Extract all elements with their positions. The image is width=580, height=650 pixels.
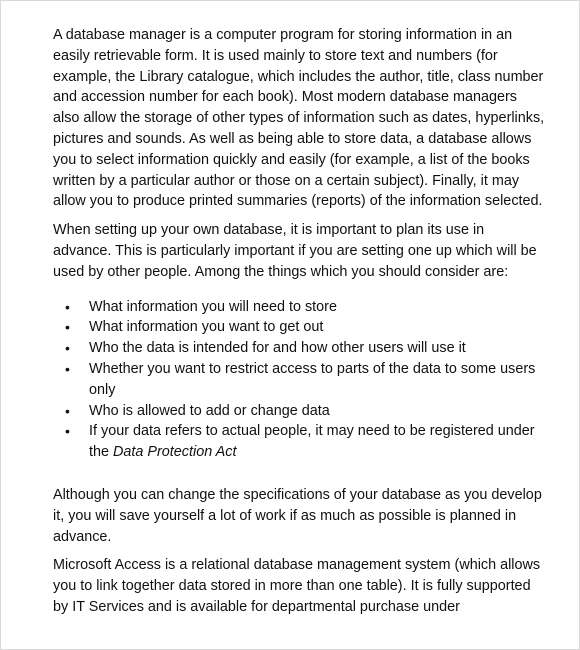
list-item-text: If your data refers to actual people, it may need to be registered under the [89, 423, 535, 461]
paragraph-advance: Although you can change the specifications of your database as you develop it, you will save yourself a lot of work if as much as possible is planned in advance. [53, 486, 542, 545]
data-protection-act-text: Data Protection Act [113, 444, 237, 461]
considerations-list [53, 297, 545, 463]
bullet-icon: • [65, 423, 70, 440]
paragraph-access: Microsoft Access is a relational database management system (which allows you to link together data stored in more than one table). It is fully supported by IT Services and is available for departmental purchase under [53, 557, 541, 615]
list-item-text: Who is allowed to add or change data [89, 402, 330, 419]
bullet-icon: • [65, 298, 70, 315]
list-item-text: What information you want to get out [89, 319, 324, 336]
list-item-text: What information you will need to store [89, 298, 337, 315]
list-item-text: Who the data is intended for and how other users will use it [89, 340, 466, 357]
list-item [53, 297, 545, 318]
paragraph-intro: A database manager is a computer program for storing information in an easily retrievable form. It is used mainly to store text and numbers (for example, the Library catalogue, which includes the author, title, class number and accession number for each book). Most modern database managers also allow the storage of other types of information such as dates, hyperlinks, pictures and sounds. As well as being able to store data, a database allows you to select information quickly and easily (for example, a list of the books written by a particular author or those on a certain subject). Finally, it may allow you to produce printed summaries (reports) of the information selected. [53, 27, 545, 210]
list-item-text: Whether you want to restrict access to parts of the data to some users only [89, 360, 536, 398]
list-item [53, 401, 545, 422]
list-item [53, 317, 545, 338]
list-item [53, 338, 545, 359]
bullet-icon: • [65, 340, 70, 357]
bullet-icon: • [65, 402, 70, 419]
paragraph-planning: When setting up your own database, it is important to plan its use in advance. This is particularly important if you are setting one up which will be used by other people. Among the things which you should consider are: [53, 222, 537, 280]
list-item [53, 421, 545, 463]
document-body [53, 25, 545, 618]
bullet-icon: • [65, 319, 70, 336]
list-item [53, 359, 545, 401]
bullet-icon: • [65, 360, 70, 377]
